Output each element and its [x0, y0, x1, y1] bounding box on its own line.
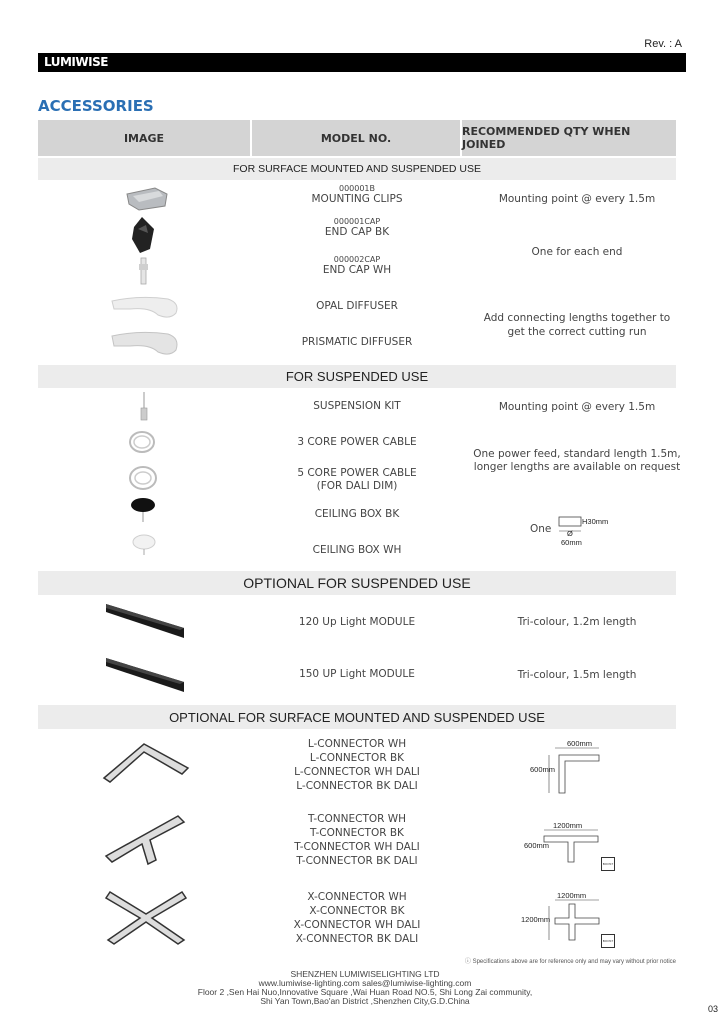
box-diameter-value: 60mm: [561, 538, 582, 547]
end-cap-bk-code: 000001CAP: [333, 217, 381, 226]
footer-company: SHENZHEN LUMIWISELIGHTING LTD: [290, 969, 440, 979]
x-dim-b: 1200mm: [521, 915, 551, 924]
header-qty: RECOMMENDED QTY WHEN JOINED: [462, 120, 676, 156]
box-qty: One: [530, 523, 552, 535]
l-dim-a: 600mm: [567, 739, 593, 748]
header-model: MODEL NO.: [252, 120, 460, 156]
footer-address-2: Shi Yan Town,Bao'an District ,Shenzhen City,G.D.China: [260, 996, 470, 1006]
t-connector-wh-dali: T-CONNECTOR WH DALI: [294, 841, 420, 853]
t-connector-bk: T-CONNECTOR BK: [310, 827, 404, 839]
note-text: Specifications above are for reference only and may vary without prior notice: [472, 959, 676, 965]
x-dim-a: 1200mm: [557, 891, 587, 900]
ceiling-box-bk-model: CEILING BOX BK: [314, 508, 400, 520]
footer: [130, 970, 600, 1006]
t-connector-image: [100, 810, 190, 868]
prismatic-diffuser-image: [110, 328, 182, 358]
end-cap-bk-image: [128, 215, 158, 255]
box-height: H30mm: [582, 517, 609, 526]
120-module-image: [104, 598, 188, 642]
suspension-kit-image: [137, 390, 151, 426]
5-core-cable-note: (FOR DALI DIM): [316, 480, 398, 492]
end-cap-wh-model: END CAP WH: [322, 264, 392, 276]
cable-qty-line2: longer lengths are available on request: [473, 461, 681, 473]
opal-diffuser-model: OPAL DIFFUSER: [316, 300, 398, 312]
header-image: IMAGE: [38, 120, 250, 156]
opal-diffuser-image: [110, 293, 182, 321]
footer-address-1: Floor 2 ,Sen Hai Nuo,Innovative Square ,Wai Huan Road NO.5, Shi Long Zai community,: [197, 987, 533, 997]
suspension-kit-model: SUSPENSION KIT: [313, 400, 401, 412]
120-module-qty: Tri-colour, 1.2m length: [517, 616, 637, 628]
3-core-cable-model: 3 CORE POWER CABLE: [297, 436, 417, 448]
150-module-model: 150 UP Light MODULE: [299, 668, 415, 680]
t-dim-a: 1200mm: [553, 821, 583, 830]
l-connector-wh-dali: L-CONNECTOR WH DALI: [294, 766, 420, 778]
x-connector-image: [104, 886, 188, 948]
suspension-kit-qty: Mounting point @ every 1.5m: [498, 401, 656, 413]
boost-badge: BOOST: [601, 857, 615, 871]
5-core-cable-image: [126, 463, 160, 493]
l-connector-bk: L-CONNECTOR BK: [309, 752, 405, 764]
cable-qty-line1: One power feed, standard length 1.5m,: [473, 448, 681, 460]
diffuser-qty-line1: Add connecting lengths together to: [483, 312, 671, 324]
brand-logo: LUMIWISE: [44, 55, 108, 69]
boost-badge-x: BOOST: [601, 934, 615, 948]
150-module-qty: Tri-colour, 1.5m length: [517, 669, 637, 681]
specifications-note: [465, 956, 676, 965]
end-cap-bk-model: END CAP BK: [324, 226, 390, 238]
end-cap-wh-code: 000002CAP: [333, 255, 381, 264]
x-connector-bk-dali: X-CONNECTOR BK DALI: [295, 933, 419, 945]
section-title: ACCESSORIES: [38, 97, 154, 115]
150-module-image: [104, 652, 188, 696]
end-cap-qty: One for each end: [531, 246, 623, 258]
120-module-model: 120 Up Light MODULE: [298, 616, 416, 628]
l-connector-image: [100, 738, 192, 788]
x-connector-bk: X-CONNECTOR BK: [309, 905, 405, 917]
band-optional-surface-suspended: OPTIONAL FOR SURFACE MOUNTED AND SUSPENDED USE: [38, 705, 676, 729]
band-suspended: FOR SUSPENDED USE: [38, 365, 676, 388]
3-core-cable-image: [126, 428, 158, 456]
clips-model: MOUNTING CLIPS: [311, 193, 403, 205]
ceiling-box-wh-model: CEILING BOX WH: [312, 544, 402, 556]
page-number: 03: [707, 1004, 718, 1014]
t-connector-bk-dali: T-CONNECTOR BK DALI: [296, 855, 418, 867]
l-connector-wh: L-CONNECTOR WH: [307, 738, 407, 750]
x-connector-wh: X-CONNECTOR WH: [307, 891, 407, 903]
t-connector-wh: T-CONNECTOR WH: [307, 813, 407, 825]
l-connector-bk-dali: L-CONNECTOR BK DALI: [296, 780, 418, 792]
end-cap-wh-image: [136, 256, 152, 288]
info-icon: ⓘ: [464, 959, 473, 965]
footer-contact: www.lumiwise-lighting.com sales@lumiwise-lighting.com: [258, 978, 472, 988]
logo-bar: [38, 53, 686, 72]
box-diameter-symbol: Ø: [567, 529, 573, 538]
clips-code: 000001B: [338, 184, 376, 193]
ceiling-box-wh-image: [130, 532, 158, 556]
prismatic-diffuser-model: PRISMATIC DIFFUSER: [301, 336, 413, 348]
l-dim-b: 600mm: [530, 765, 556, 774]
diffuser-qty-line2: get the correct cutting run: [507, 326, 647, 338]
x-connector-wh-dali: X-CONNECTOR WH DALI: [293, 919, 421, 931]
x-connector-dimension-diagram: [545, 898, 601, 942]
t-dim-b: 600mm: [524, 841, 550, 850]
mounting-clip-image: [125, 186, 170, 212]
5-core-cable-model: 5 CORE POWER CABLE: [297, 467, 417, 479]
band-surface-suspended: FOR SURFACE MOUNTED AND SUSPENDED USE: [38, 158, 676, 180]
clips-qty: Mounting point @ every 1.5m: [498, 193, 656, 205]
band-optional-suspended: OPTIONAL FOR SUSPENDED USE: [38, 571, 676, 595]
ceiling-box-bk-image: [128, 495, 158, 523]
revision: Rev. : A: [644, 38, 682, 50]
